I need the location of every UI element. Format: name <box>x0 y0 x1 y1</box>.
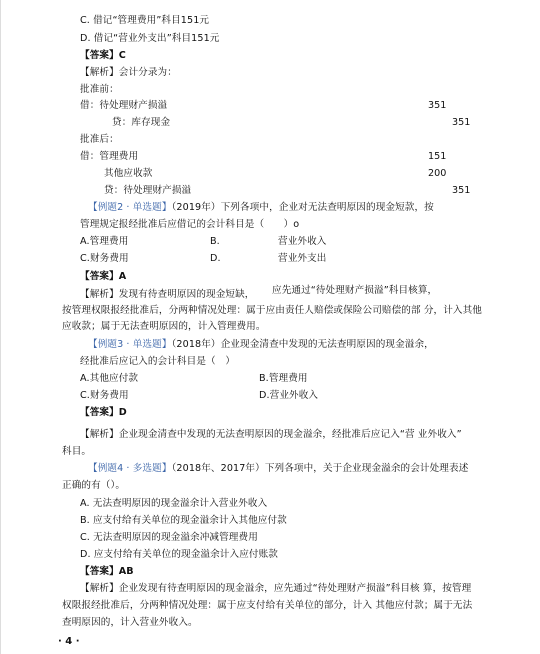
example-2-option-a: A.管理费用 <box>80 236 129 247</box>
explanation-3-line2: 科目。 <box>62 446 92 457</box>
before-approval-label: 批准前： <box>80 84 119 95</box>
answer-4: 【答案】AB <box>80 566 134 577</box>
answer-3: 【答案】D <box>80 407 127 418</box>
example-4-text: （2018年、2017年）下列各项中，关于企业现金溢余的会计处理表述 <box>171 463 469 474</box>
example-4-option-b: B. 应支付给有关单位的现金溢余计入其他应付款 <box>80 515 287 526</box>
example-2-question <box>88 201 434 214</box>
entry-debit-2: 借：管理费用 <box>80 151 139 162</box>
after-approval-label: 批准后： <box>80 134 119 145</box>
example-2-question-cont: 管理规定报经批准后应借记的会计科目是（ ）o <box>80 219 300 230</box>
explanation-2-b: 应先通过“待处理财产损溢”科目核算， <box>272 285 438 296</box>
entry-debit-3: 其他应收款 <box>104 168 153 179</box>
example-3-question-cont: 经批准后应记入的会计科目是（ ） <box>80 356 236 367</box>
example-4-question-cont: 正确的有（）。 <box>62 480 126 491</box>
example-3-option-a: A.其他应付款 <box>80 373 139 384</box>
example-3-option-b: B.管理费用 <box>259 373 308 384</box>
example-3-option-c: C.财务费用 <box>80 390 129 401</box>
example-4-option-a: A. 无法查明原因的现金溢余计入营业外收入 <box>80 498 268 509</box>
explanation-2-a: 【解析】发现有待查明原因的现金短缺， <box>80 289 255 300</box>
example-4-tag: 【例题4 · 多选题】 <box>88 463 172 474</box>
entry-debit-1: 借：待处理财产损溢 <box>80 100 168 111</box>
example-3-tag: 【例题3 · 单选题】 <box>88 339 172 350</box>
example-3-question <box>88 338 434 351</box>
example-2-tag: 【例题2 · 单选题】 <box>88 202 172 213</box>
explanation-1: 【解析】会计分录为： <box>80 67 177 78</box>
entry-credit-2-amount: 351 <box>452 185 471 196</box>
explanation-4-line1: 【解析】企业发现有待查明原因的现金溢余，应先通过“待处理财产损溢”科目核 算，按管理 <box>80 583 472 594</box>
explanation-2-line3: 应收款；属于无法查明原因的，计入管理费用。 <box>62 321 266 332</box>
entry-debit-1-amount: 351 <box>428 100 447 111</box>
option-d-line: D. 借记“营业外支出”科目151元 <box>80 33 220 44</box>
example-2-option-b-letter: B. <box>210 236 220 247</box>
option-c-line: C. 借记“管理费用”科目151元 <box>80 15 210 26</box>
entry-debit-3-amount: 200 <box>428 168 447 179</box>
example-3-option-d: D.营业外收入 <box>259 390 319 401</box>
example-4-option-d: D. 应支付给有关单位的现金溢余计入应付账款 <box>80 549 278 560</box>
example-4-question <box>88 462 468 475</box>
page-number: · 4 · <box>58 636 80 647</box>
example-4-option-c: C. 无法查明原因的现金溢余冲减管理费用 <box>80 532 258 543</box>
explanation-4-line2: 权限报经批准后，分两种情况处理：属于应支付给有关单位的部分，计入 其他应付款；属于无法 <box>62 600 473 611</box>
entry-credit-1: 贷：库存现金 <box>112 117 171 128</box>
example-2-option-d: 营业外支出 <box>278 253 327 264</box>
example-2-option-d-letter: D. <box>210 253 221 264</box>
entry-credit-1-amount: 351 <box>452 117 471 128</box>
entry-credit-2: 贷：待处理财产损溢 <box>104 185 192 196</box>
explanation-4-line3: 查明原因的，计入营业外收入。 <box>62 617 198 628</box>
example-2-text: （2019年）下列各项中，企业对无法查明原因的现金短款，按 <box>171 202 434 213</box>
explanation-3-line1: 【解析】企业现金清查中发现的无法查明原因的现金溢余，经批准后应记入“营 业外收入” <box>80 429 462 440</box>
explanation-2-line2: 按管理权限报经批准后，分两种情况处理：属于应由责任人赔偿或保险公司赔偿的部 分，计入其他 <box>62 305 482 316</box>
entry-debit-2-amount: 151 <box>428 151 447 162</box>
answer-2: 【答案】A <box>80 271 127 282</box>
example-2-option-b: 营业外收入 <box>278 236 327 247</box>
example-3-text: （2018年）企业现金清查中发现的无法查明原因的现金溢余， <box>171 339 434 350</box>
answer-1: 【答案】C <box>80 50 126 61</box>
page-edge <box>0 0 1 654</box>
example-2-option-c: C.财务费用 <box>80 253 129 264</box>
